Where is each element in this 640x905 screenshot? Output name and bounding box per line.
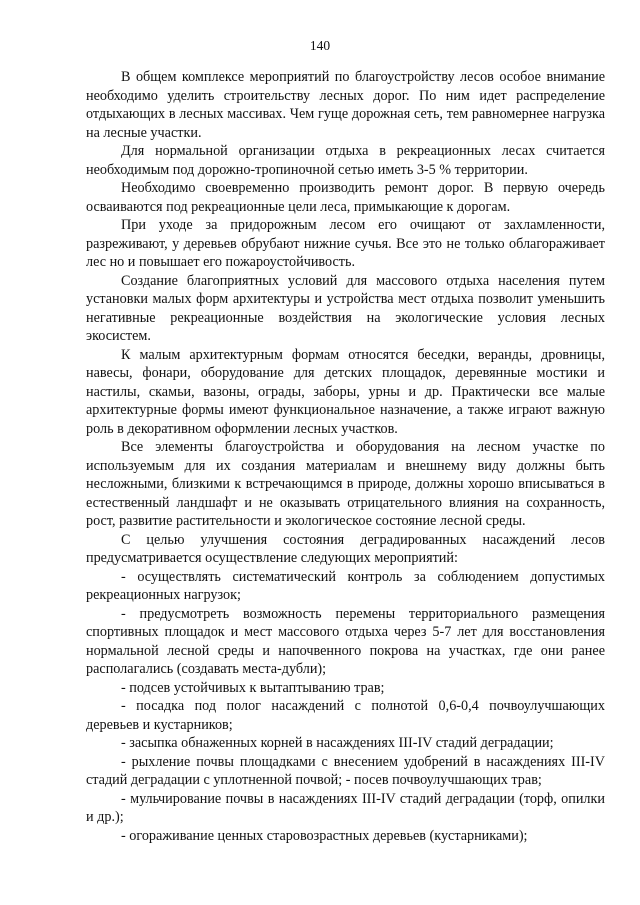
list-item: - предусмотреть возможность перемены территориального размещения спортивных площадок и мест массового отдыха через 5-7 лет для восстановления нормальной лесной среды и напочвенного покрова на участках, где они ранее располагались (создавать места-дубли); — [86, 605, 605, 677]
paragraph: Создание благоприятных условий для массового отдыха населения путем установки малых форм архитектуры и устройства мест отдыха позволит уменьшить негативные рекреационные воздействия на экологические условия лесных экосистем. — [86, 272, 605, 344]
paragraph: К малым архитектурным формам относятся беседки, веранды, дровницы, навесы, фонари, оборудование для детских площадок, деревянные мостики и настилы, скамьи, вазоны, ограды, заборы, урны и др. Практически все малые архитектурные формы имеют функциональное назначение, а также играют важную роль в декоративном оформлении лесных участков. — [86, 346, 605, 437]
list-item: - мульчирование почвы в насаждениях III-IV стадий деградации (торф, опилки и др.); — [86, 790, 605, 825]
list-item: - осуществлять систематический контроль за соблюдением допустимых рекреационных нагрузок; — [86, 568, 605, 603]
body-text — [86, 68, 605, 845]
paragraph: С целью улучшения состояния деградированных насаждений лесов предусматривается осуществление следующих мероприятий: — [86, 531, 605, 566]
paragraph: В общем комплексе мероприятий по благоустройству лесов особое внимание необходимо уделить строительству лесных дорог. По ним идет распределение отдыхающих в лесных массивах. Чем гуще дорожная сеть, тем равномернее нагрузка на лесные участки. — [86, 69, 605, 141]
list-item: - рыхление почвы площадками с внесением удобрений в насаждениях III-IV стадий деградации с уплотненной почвой; - посев почвоулучшающих трав; — [86, 753, 605, 788]
list-item: - подсев устойчивых к вытаптыванию трав; — [121, 679, 385, 696]
page-number: 140 — [309, 38, 331, 53]
paragraph: Для нормальной организации отдыха в рекреационных лесах считается необходимым под дорожно-тропиночной сетью иметь 3-5 % территории. — [86, 143, 605, 178]
paragraph: Необходимо своевременно производить ремонт дорог. В первую очередь осваиваются под рекреационные цели леса, примыкающие к дорогам. — [86, 180, 605, 215]
paragraph: Все элементы благоустройства и оборудования на лесном участке по используемым для их создания материалам и внешнему виду должны быть несложными, близкими к встречающимся в природе, должны хорошо вписываться в естественный ландшафт и не оказывать отрицательного влияния на сохранность, рост, развитие растительности и экологическое состояние лесной среды. — [86, 439, 605, 529]
list-item: - засыпка обнаженных корней в насаждениях III-IV стадий деградации; — [121, 735, 554, 751]
list-item: - посадка под полог насаждений с полнотой 0,6-0,4 почвоулучшающих деревьев и кустарников; — [86, 698, 605, 733]
paragraph: При уходе за придорожным лесом его очищают от захламленности, разреживают, у деревьев обрубают нижние сучья. Все это не только облагораживает лес но и повышает его пожароустойчивость. — [86, 217, 605, 270]
list-item: - огораживание ценных старовозрастных деревьев (кустарниками); — [121, 827, 528, 844]
